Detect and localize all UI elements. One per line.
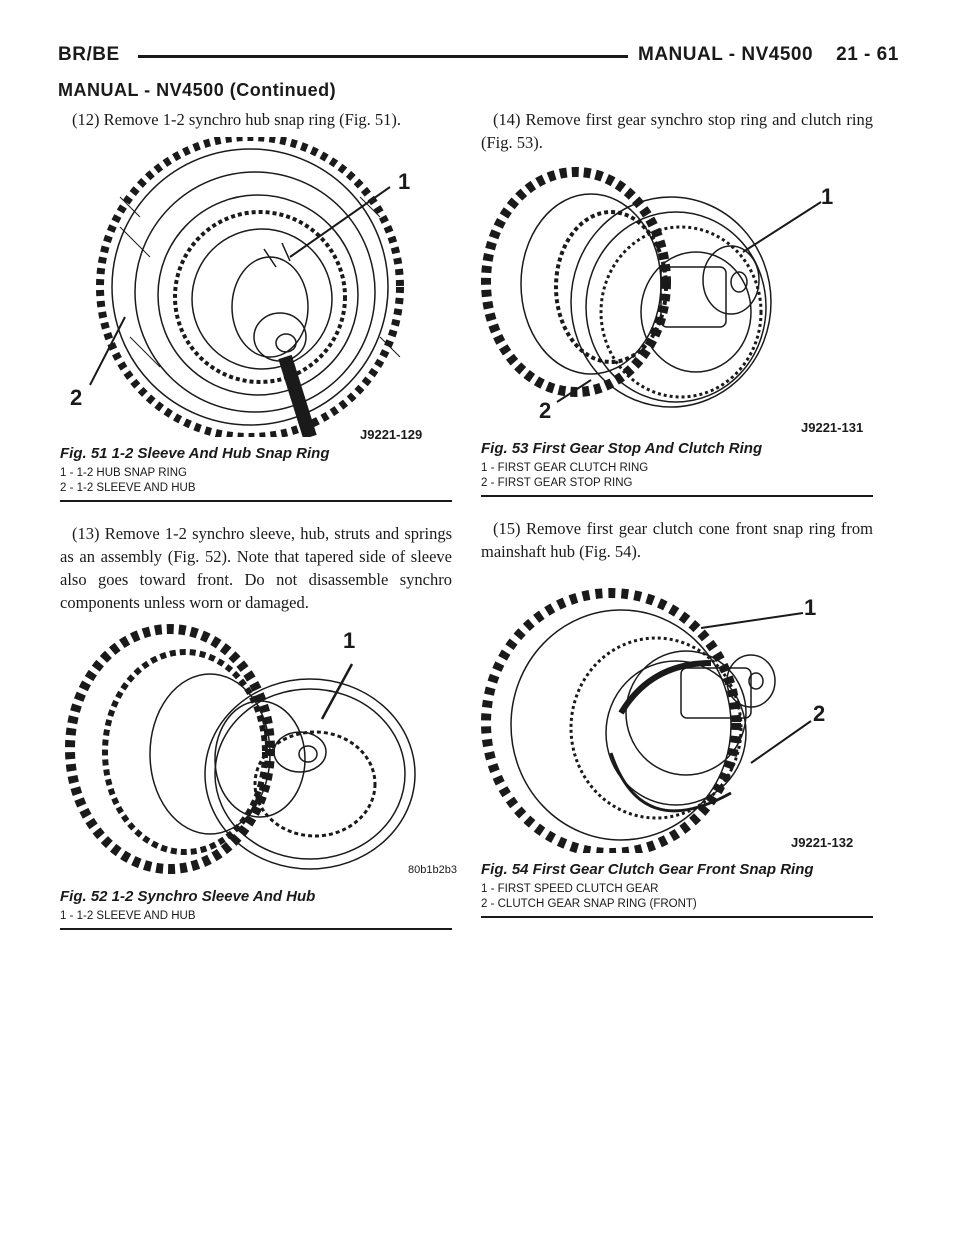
legend-item: 2 - FIRST GEAR STOP RING <box>481 477 633 489</box>
callout-1: 1 <box>821 184 834 209</box>
legend-item: 1 - 1-2 HUB SNAP RING <box>60 467 187 479</box>
figure-51-illustration <box>60 137 452 437</box>
callout-2: 2 <box>813 701 826 726</box>
section-subtitle: MANUAL - NV4500 (Continued) <box>58 80 337 100</box>
figure-54 <box>481 573 873 853</box>
figure-52-legend <box>60 909 452 924</box>
running-header-right: MANUAL - NV4500 21 - 61 <box>638 44 899 65</box>
figure-rule <box>481 916 873 918</box>
figure-51-legend <box>60 466 452 496</box>
callout-2: 2 <box>70 385 83 410</box>
step-14: (14) Remove first gear synchro stop ring and clutch ring (Fig. 53). <box>481 110 873 152</box>
figure-52-illustration <box>60 624 452 874</box>
legend-item: 2 - 1-2 SLEEVE AND HUB <box>60 482 196 494</box>
figure-52 <box>60 624 457 876</box>
figure-id: J9221-131 <box>801 420 864 435</box>
figure-id: 80b1b2b3 <box>408 864 457 876</box>
header-rule <box>138 55 628 58</box>
figure-rule <box>481 495 873 497</box>
running-header-left: BR/BE <box>58 44 120 65</box>
figure-rule <box>60 500 452 502</box>
figure-53-illustration <box>481 162 873 432</box>
figure-rule <box>60 928 452 930</box>
figure-54-legend <box>481 882 873 912</box>
callout-1: 1 <box>343 628 356 653</box>
legend-item: 1 - FIRST SPEED CLUTCH GEAR <box>481 883 659 895</box>
left-column <box>60 108 457 930</box>
callout-1: 1 <box>804 595 817 620</box>
step-12: (12) Remove 1-2 synchro hub snap ring (Fig. 51). <box>72 110 402 129</box>
step-13: (13) Remove 1-2 synchro sleeve, hub, struts and springs as an assembly (Fig. 52). Note that tapered side of sleeve also goes toward front. Do not disassemble synchro components unless worn or damaged. <box>60 524 452 612</box>
callout-1: 1 <box>398 169 411 194</box>
figure-54-caption: Fig. 54 First Gear Clutch Gear Front Snap Ring <box>481 861 814 878</box>
legend-item: 1 - FIRST GEAR CLUTCH RING <box>481 462 649 474</box>
figure-id: J9221-129 <box>360 427 423 442</box>
figure-53 <box>481 162 873 435</box>
legend-item: 1 - 1-2 SLEEVE AND HUB <box>60 910 196 922</box>
callout-2: 2 <box>539 398 552 423</box>
figure-53-caption: Fig. 53 First Gear Stop And Clutch Ring <box>481 440 763 457</box>
figure-53-legend <box>481 461 873 491</box>
legend-item: 2 - CLUTCH GEAR SNAP RING (FRONT) <box>481 898 697 910</box>
figure-id: J9221-132 <box>791 835 854 850</box>
figure-51-caption: Fig. 51 1-2 Sleeve And Hub Snap Ring <box>60 445 330 462</box>
figure-52-caption: Fig. 52 1-2 Synchro Sleeve And Hub <box>60 888 316 905</box>
right-column <box>481 108 873 918</box>
figure-51 <box>60 137 452 442</box>
step-15: (15) Remove first gear clutch cone front snap ring from mainshaft hub (Fig. 54). <box>481 519 873 561</box>
